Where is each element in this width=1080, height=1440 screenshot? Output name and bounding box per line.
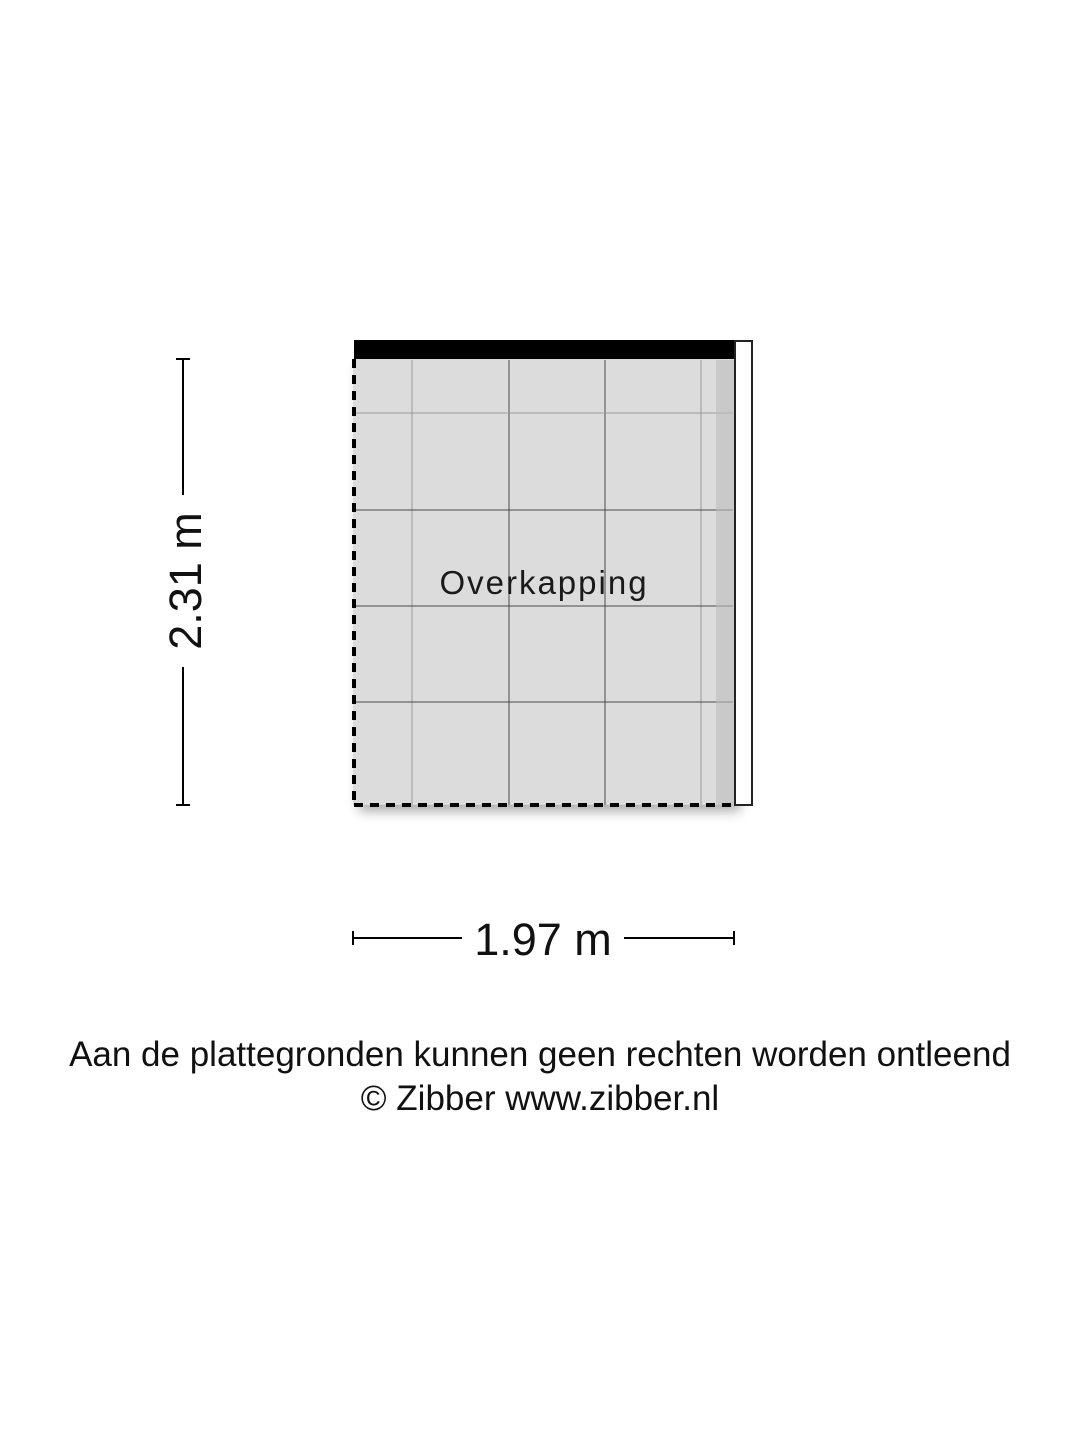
wall-right bbox=[735, 341, 752, 805]
height-dimension-label: 2.31 m bbox=[160, 512, 211, 650]
wall-top bbox=[354, 340, 734, 359]
disclaimer-text: Aan de plattegronden kunnen geen rechten worden ontleend bbox=[69, 1035, 1011, 1074]
width-dimension-label: 1.97 m bbox=[474, 914, 612, 965]
copyright-text: © Zibber www.zibber.nl bbox=[360, 1079, 720, 1118]
room-label: Overkapping bbox=[439, 564, 649, 601]
floor-shading bbox=[716, 360, 734, 805]
